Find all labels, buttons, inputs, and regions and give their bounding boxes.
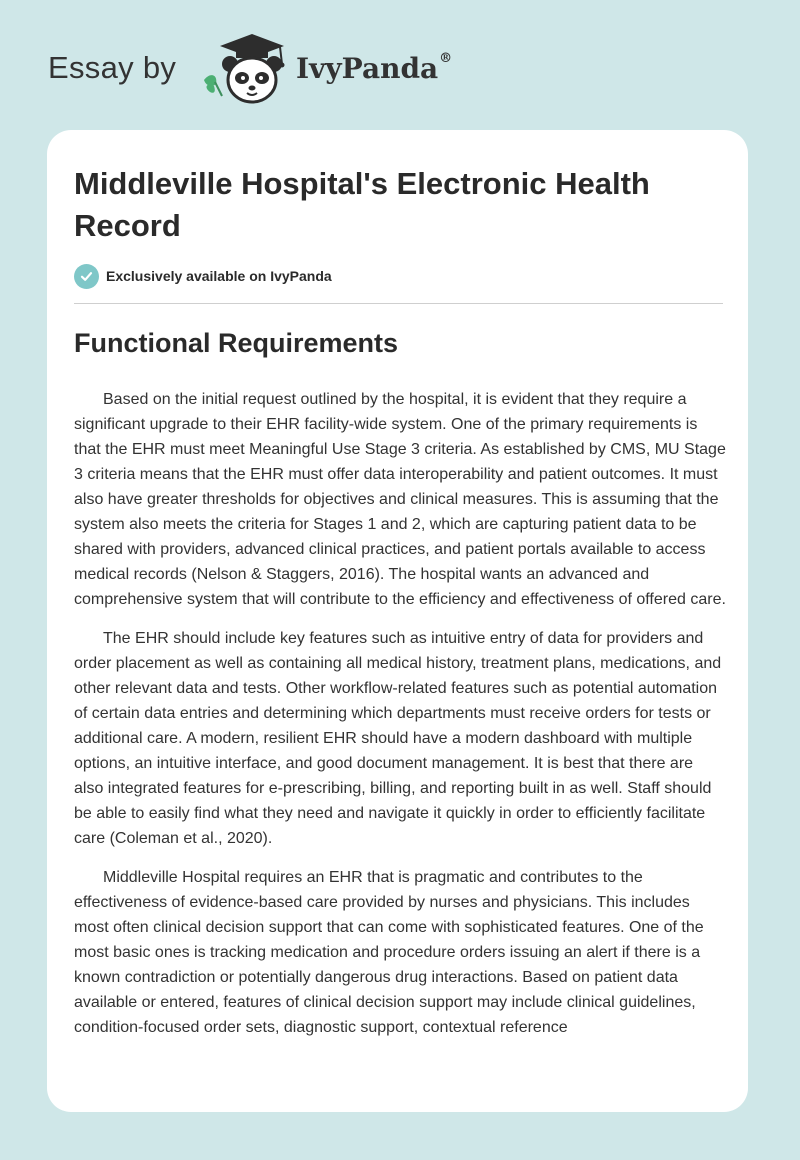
exclusive-badge bbox=[74, 263, 332, 289]
brand-name-text: IvyPanda bbox=[296, 52, 439, 85]
site-header bbox=[0, 0, 800, 130]
divider bbox=[74, 303, 723, 304]
brand-prefix: Essay by bbox=[48, 50, 177, 85]
exclusive-label: Exclusively available on IvyPanda bbox=[106, 268, 332, 284]
registered-mark: ® bbox=[439, 51, 453, 66]
brand-name[interactable] bbox=[296, 51, 452, 85]
check-icon bbox=[74, 264, 99, 289]
section-heading: Functional Requirements bbox=[74, 328, 399, 358]
paragraph: The EHR should include key features such as intuitive entry of data for providers and order placement as well as containing all medical history, treatment plans, medications, and other relevant data and tests. Other workflow-related features such as potential automation of certain data entries and determining which departments must receive orders for tests or additional care. A modern, resilient EHR should have a modern dashboard with multiple options, an intuitive interface, and good document management. It is best that there are also integrated features for e-prescribing, billing, and reporting built in as well. Staff should be able to easily find what they need and navigate it quickly in order to efficiently facilitate care (Coleman et al., 2020). bbox=[74, 630, 722, 847]
panda-graduate-logo-icon[interactable] bbox=[200, 34, 292, 108]
page-title: Middleville Hospital's Electronic Health Record bbox=[74, 166, 650, 243]
essay-body bbox=[74, 387, 726, 1054]
paragraph: Middleville Hospital requires an EHR that is pragmatic and contributes to the effectiveness of evidence-based care provided by nurses and physicians. This includes most often clinical decision support that can come with sophisticated features. One of the most basic ones is tracking medication and procedure orders issuing an alert if there is a known contradiction or potentially dangerous drug interactions. Based on patient data available or entered, features of clinical decision support may include clinical guidelines, condition-focused order sets, diagnostic support, contextual reference bbox=[74, 869, 704, 1036]
paragraph: Based on the initial request outlined by the hospital, it is evident that they require a significant upgrade to their EHR facility-wide system. One of the primary requirements is that the EHR must meet Meaningful Use Stage 3 criteria. As established by CMS, MU Stage 3 criteria means that the EHR must offer data interoperability and patient outcomes. It must also have greater thresholds for objectives and clinical measures. This is assuming that the system also meets the criteria for Stages 1 and 2, which are capturing patient data to be shared with providers, advanced clinical practices, and patient portals available to access medical records (Nelson & Staggers, 2016). The hospital wants an advanced and comprehensive system that will contribute to the efficiency and effectiveness of offered care. bbox=[74, 391, 726, 608]
essay-card bbox=[47, 130, 748, 1112]
